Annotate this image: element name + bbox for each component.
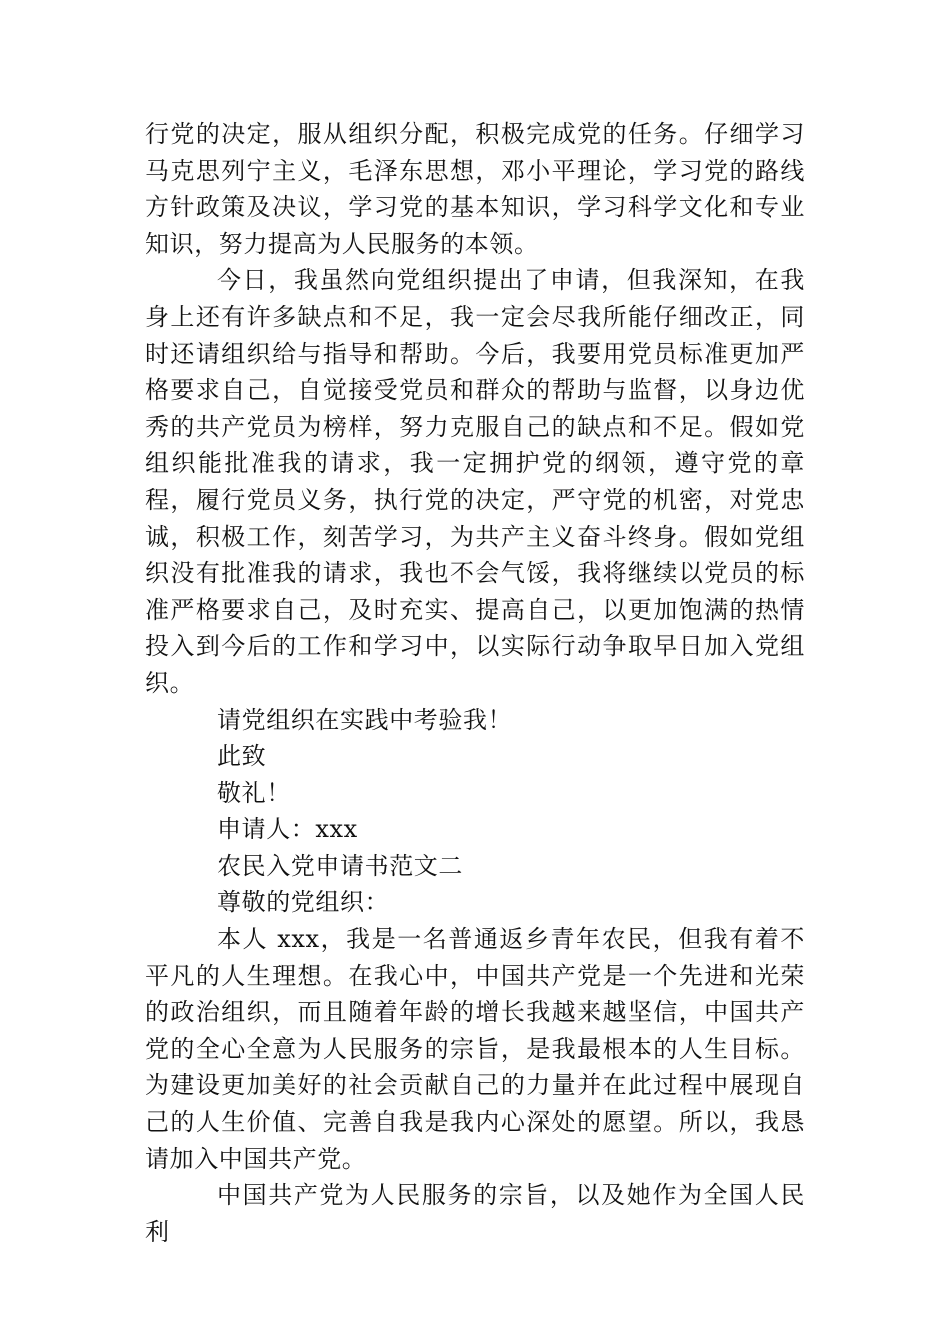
section-heading: 农民入党申请书范文二 xyxy=(217,851,463,880)
salute-line: 敬礼！ xyxy=(217,778,291,807)
closing-request-line: 请党组织在实践中考验我！ xyxy=(217,705,513,734)
paragraph-party-purpose: 中国共产党为人民服务的宗旨，以及她作为全国人民利 xyxy=(145,1181,805,1246)
salutation-line: 此致 xyxy=(217,742,267,771)
document-body xyxy=(145,116,805,1250)
greeting-line: 尊敬的党组织： xyxy=(217,888,390,917)
applicant-signature-line: 申请人：xxx xyxy=(217,815,358,844)
paragraph-application-resolve: 今日，我虽然向党组织提出了申请，但我深知，在我身上还有许多缺点和不足，我一定会尽我所能仔细改正，同时还请组织给与指导和帮助。今后，我要用党员标准更加严格要求自己，自觉接受党员和群众的帮助与监督，以身边优秀的共产党员为榜样，努力克服自己的缺点和不足。假如党组织能批准我的请求，我一定拥护党的纲领，遵守党的章程，履行党员义务，执行党的决定，严守党的机密，对党忠诚，积极工作，刻苦学习，为共产主义奋斗终身。假如党组织没有批准我的请求，我也不会气馁，我将继续以党员的标准严格要求自己，及时充实、提高自己，以更加饱满的热情投入到今后的工作和学习中，以实际行动争取早日加入党组织。 xyxy=(145,266,805,697)
paragraph-continuation: 行党的决定，服从组织分配，积极完成党的任务。仔细学习马克思列宁主义，毛泽东思想，邓小平理论，学习党的路线方针政策及决议，学习党的基本知识，学习科学文化和专业知识，努力提高为人民服务的本领。 xyxy=(145,120,805,258)
paragraph-self-introduction: 本人 xxx，我是一名普通返乡青年农民，但我有着不平凡的人生理想。在我心中，中国共产党是一个先进和光荣的政治组织，而且随着年龄的增长我越来越坚信，中国共产党的全心全意为人民服务的宗旨，是我最根本的人生目标。为建设更加美好的社会贡献自己的力量并在此过程中展现自己的人生价值、完善自我是我内心深处的愿望。所以，我恳请加入中国共产党。 xyxy=(145,925,805,1173)
